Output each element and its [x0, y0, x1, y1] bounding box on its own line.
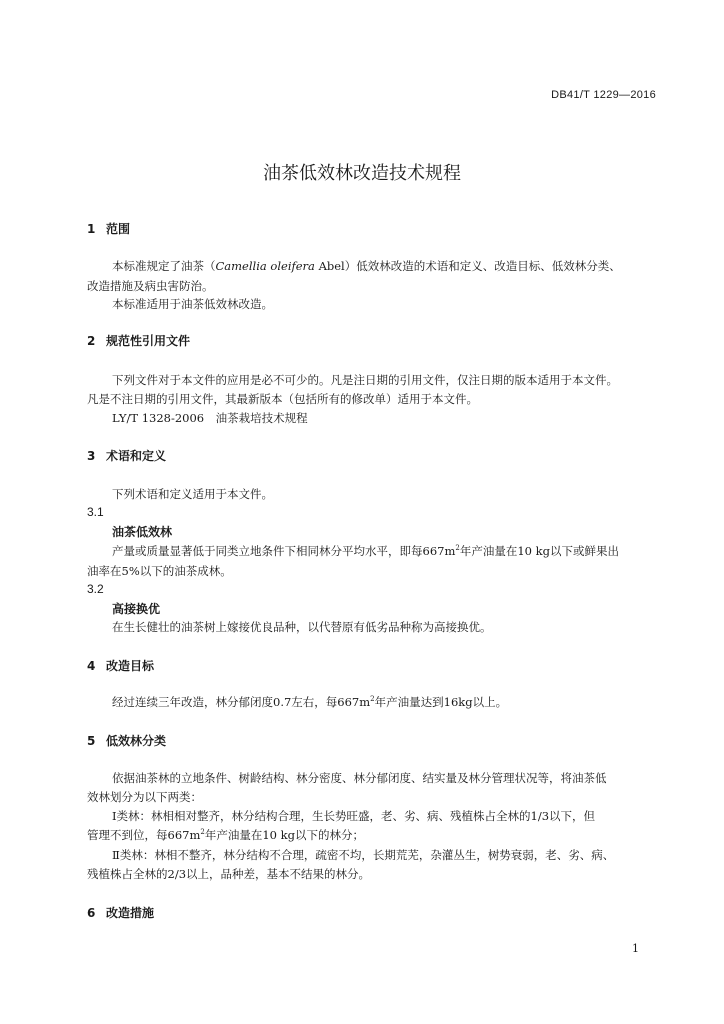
- paragraph: [112, 692, 507, 712]
- section-title: 规范性引用文件: [106, 334, 191, 348]
- text-run: 年产油量在10 kg以下的林分；: [204, 828, 364, 842]
- section-heading-3: [87, 447, 166, 464]
- term-number: 3.2: [87, 582, 104, 596]
- term-name: 油茶低效林: [112, 525, 173, 539]
- text-run: Abel）低效林改造的术语和定义、改造目标、低效林分类、: [314, 259, 621, 273]
- paragraph: [112, 256, 621, 276]
- standard-number: DB41/T 1229—2016: [551, 89, 656, 101]
- section-title: 低效林分类: [106, 734, 167, 748]
- paragraph: 下列术语和定义适用于本文件。: [112, 487, 273, 501]
- text-run: 管理不到位，每667m: [87, 828, 201, 842]
- document-title: 油茶低效林改造技术规程: [263, 163, 461, 184]
- superscript: 2: [455, 544, 460, 552]
- class-item-2: Ⅱ类林：林相不整齐，林分结构不合理，疏密不均，长期荒芜，杂灌丛生，树势衰弱，老、劣、病、: [112, 848, 615, 862]
- superscript: 2: [200, 828, 205, 836]
- section-title: 术语和定义: [106, 449, 167, 463]
- text-run: 年产油量达到16kg以上。: [374, 695, 508, 709]
- term-definition: 在生长健壮的油茶树上嫁接优良品种，以代替原有低劣品种称为高接换优。: [112, 620, 492, 634]
- section-number: 6: [87, 906, 96, 920]
- section-number: 2: [87, 334, 96, 348]
- section-number: 5: [87, 734, 96, 748]
- latin-name: Camellia oleifera: [215, 259, 315, 273]
- section-title: 改造措施: [106, 906, 155, 920]
- paragraph: 本标准适用于油茶低效林改造。: [112, 297, 273, 311]
- paragraph-line: 残植株占全林的2/3以上，品种差，基本不结果的林分。: [87, 867, 371, 881]
- superscript: 2: [370, 695, 375, 703]
- section-number: 1: [87, 222, 96, 236]
- section-heading-1: [87, 220, 130, 237]
- term-number: 3.1: [87, 505, 104, 519]
- text-run: 经过连续三年改造，林分郁闭度0.7左右，每667m: [112, 695, 371, 709]
- paragraph-line: 改造措施及病虫害防治。: [87, 279, 214, 293]
- text-run: 产量或质量显著低于同类立地条件下相同林分平均水平，即每667m: [112, 544, 456, 558]
- section-number: 3: [87, 449, 96, 463]
- paragraph-line: 凡是不注日期的引用文件，其最新版本（包括所有的修改单）适用于本文件。: [87, 392, 478, 406]
- section-title: 范围: [106, 222, 131, 236]
- page-number: 1: [632, 942, 639, 955]
- reference-item: LY/T 1328-2006 油茶栽培技术规程: [112, 411, 308, 425]
- paragraph: 下列文件对于本文件的应用是必不可少的。凡是注日期的引用文件，仅注日期的版本适用于本文件。: [112, 373, 618, 387]
- term-definition: [112, 541, 619, 561]
- section-number: 4: [87, 659, 96, 673]
- section-heading-4: [87, 657, 154, 674]
- section-heading-5: [87, 732, 166, 749]
- text-run: 本标准规定了油茶（: [112, 259, 216, 273]
- section-heading-2: [87, 332, 190, 349]
- class-item-1: Ⅰ类林：林相相对整齐，林分结构合理，生长势旺盛，老、劣、病、残植株占全林的1/3以下，但: [112, 809, 596, 823]
- paragraph-line: 效林划分为以下两类：: [87, 790, 202, 804]
- paragraph: 依据油茶林的立地条件、树龄结构、林分密度、林分郁闭度、结实量及林分管理状况等，将油茶低: [112, 771, 607, 785]
- term-name: 高接换优: [112, 602, 161, 616]
- paragraph-line: [87, 825, 364, 845]
- section-heading-6: [87, 904, 154, 921]
- text-run: 年产油量在10 kg以下或鲜果出: [459, 544, 619, 558]
- paragraph-line: 油率在5%以下的油茶成林。: [87, 564, 232, 578]
- section-title: 改造目标: [106, 659, 155, 673]
